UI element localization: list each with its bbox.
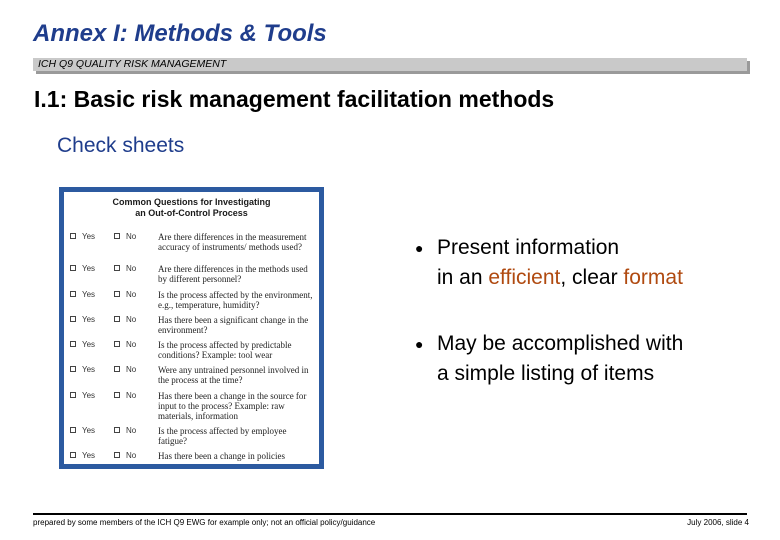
no-label: No bbox=[126, 365, 137, 374]
bullet-1-line2 bbox=[437, 263, 755, 293]
checkbox-no-icon bbox=[114, 427, 120, 433]
footer-slide-info: July 2006, slide 4 bbox=[687, 518, 749, 527]
no-label: No bbox=[126, 340, 137, 349]
yes-label: Yes bbox=[82, 391, 96, 400]
no-label: No bbox=[126, 451, 137, 460]
check-sheet-image bbox=[59, 187, 324, 469]
check-sheet-question: Has there been a change in policies bbox=[158, 451, 285, 461]
check-sheet-row bbox=[70, 232, 315, 258]
no-label: No bbox=[126, 290, 137, 299]
bullet-1-text-a: in an bbox=[437, 266, 489, 289]
check-sheet-title-line2: an Out-of-Control Process bbox=[135, 208, 248, 218]
bullet-2-line2: a simple listing of items bbox=[437, 362, 655, 385]
check-sheet-question: Has there been a significant change in the environment? bbox=[158, 315, 309, 335]
bullet-1-highlight-efficient: efficient bbox=[488, 266, 561, 289]
checkbox-no-icon bbox=[114, 291, 120, 297]
checkbox-no-icon bbox=[114, 316, 120, 322]
footer-disclaimer: prepared by some members of the ICH Q9 EWG for example only; not an official policy/guidance bbox=[33, 518, 376, 527]
checkbox-yes-icon bbox=[70, 392, 76, 398]
yes-label: Yes bbox=[82, 426, 96, 435]
no-label: No bbox=[126, 426, 137, 435]
yes-label: Yes bbox=[82, 264, 96, 273]
check-sheet-question: Are there differences in the measurement accuracy of instruments/ methods used? bbox=[158, 232, 307, 252]
bullet-dot-icon: ● bbox=[415, 240, 424, 256]
checkbox-yes-icon bbox=[70, 452, 76, 458]
yes-label: Yes bbox=[82, 315, 96, 324]
checkbox-no-icon bbox=[114, 265, 120, 271]
checkbox-no-icon bbox=[114, 392, 120, 398]
no-label: No bbox=[126, 232, 137, 241]
yes-label: Yes bbox=[82, 451, 96, 460]
checkbox-no-icon bbox=[114, 233, 120, 239]
check-sheet-title bbox=[64, 197, 319, 219]
check-sheet-row bbox=[70, 264, 315, 290]
subheading: Check sheets bbox=[57, 134, 185, 157]
section-heading: I.1: Basic risk management facilitation methods bbox=[34, 86, 555, 112]
checkbox-yes-icon bbox=[70, 316, 76, 322]
no-label: No bbox=[126, 264, 137, 273]
checkbox-no-icon bbox=[114, 452, 120, 458]
check-sheet-row bbox=[70, 451, 315, 464]
check-sheet-inner bbox=[64, 192, 319, 464]
check-sheet-question: Were any untrained personnel involved in the process at the time? bbox=[158, 365, 309, 385]
check-sheet-row bbox=[70, 340, 315, 366]
yes-label: Yes bbox=[82, 340, 96, 349]
banner bbox=[33, 58, 747, 71]
bullet-1-text-b: , clear bbox=[560, 266, 624, 289]
check-sheet-row bbox=[70, 426, 315, 452]
bullet-1-line1: Present information bbox=[437, 236, 620, 259]
slide-title: Annex I: Methods & Tools bbox=[33, 20, 327, 47]
checkbox-yes-icon bbox=[70, 233, 76, 239]
check-sheet-question: Has there been a change in the source for input to the process? Example: raw materials, information bbox=[158, 391, 307, 421]
check-sheet-row bbox=[70, 365, 315, 391]
no-label: No bbox=[126, 315, 137, 324]
footer-rule bbox=[33, 513, 747, 515]
check-sheet-question: Is the process affected by the environment, e.g., temperature, humidity? bbox=[158, 290, 313, 310]
check-sheet-question: Is the process affected by predictable conditions? Example: tool wear bbox=[158, 340, 292, 360]
checkbox-yes-icon bbox=[70, 427, 76, 433]
bullet-item-1 bbox=[415, 233, 755, 293]
checkbox-no-icon bbox=[114, 341, 120, 347]
check-sheet-question: Is the process affected by employee fatigue? bbox=[158, 426, 287, 446]
checkbox-yes-icon bbox=[70, 366, 76, 372]
checkbox-yes-icon bbox=[70, 291, 76, 297]
bullet-dot-icon: ● bbox=[415, 336, 424, 352]
checkbox-no-icon bbox=[114, 366, 120, 372]
check-sheet-title-line1: Common Questions for Investigating bbox=[112, 197, 271, 207]
bullet-list bbox=[415, 233, 755, 425]
no-label: No bbox=[126, 391, 137, 400]
yes-label: Yes bbox=[82, 290, 96, 299]
banner-text: ICH Q9 QUALITY RISK MANAGEMENT bbox=[38, 58, 227, 70]
yes-label: Yes bbox=[82, 232, 96, 241]
check-sheet-row bbox=[70, 391, 315, 421]
checkbox-yes-icon bbox=[70, 265, 76, 271]
checkbox-yes-icon bbox=[70, 341, 76, 347]
check-sheet-row bbox=[70, 290, 315, 316]
check-sheet-row bbox=[70, 315, 315, 341]
bullet-1-highlight-format: format bbox=[623, 266, 683, 289]
bullet-item-2 bbox=[415, 329, 755, 389]
bullet-2-line1: May be accomplished with bbox=[437, 332, 684, 355]
yes-label: Yes bbox=[82, 365, 96, 374]
check-sheet-question: Are there differences in the methods used by different personnel? bbox=[158, 264, 308, 284]
